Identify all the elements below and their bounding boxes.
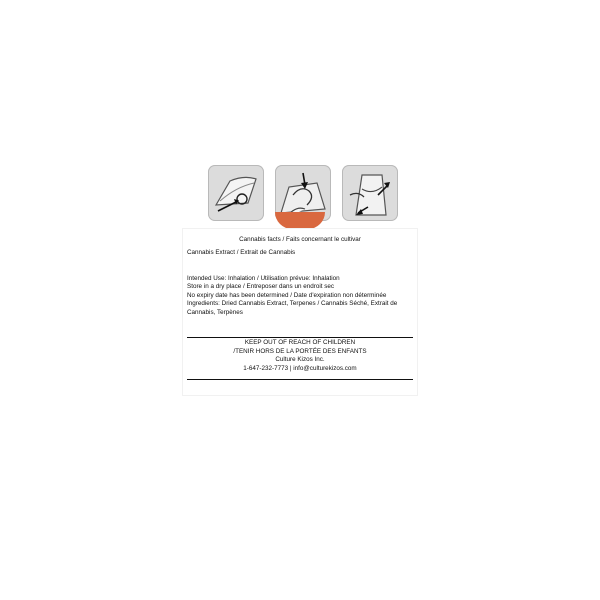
label-heading: Cannabis facts / Faits concernant le cultivar — [239, 236, 361, 243]
warning-line-fr: /TENIR HORS DE LA PORTÉE DES ENFANTS — [233, 347, 367, 355]
warning-line-en: KEEP OUT OF REACH OF CHILDREN — [244, 339, 356, 346]
divider-bottom — [187, 379, 413, 380]
extract-type: Cannabis Extract / Extrait de Cannabis — [187, 249, 296, 256]
divider-top — [187, 337, 413, 338]
warning-block — [183, 339, 417, 373]
info-line-ingredients: Ingredients: Dried Cannabis Extract, Terpenes / Cannabis Séché, Extrait de — [187, 300, 398, 308]
info-line-intended-use: Intended Use: Inhalation / Utilisation prévue: Inhalation — [187, 275, 340, 282]
info-line-expiry: No expiry date has been determined / Date d'expiration non déterminée — [187, 291, 387, 299]
info-line-ingredients-cont: Cannabis, Terpènes — [187, 308, 243, 316]
company-name: Culture Kizos Inc. — [275, 356, 325, 363]
label-info — [187, 275, 413, 317]
info-line-storage: Store in a dry place / Entreposer dans un endroit sec — [187, 283, 335, 291]
product-label — [183, 229, 417, 395]
contact-info: 1-647-232-7773 | info@culturekizos.com — [243, 364, 357, 372]
pinch-close-icon — [342, 165, 398, 221]
pull-tab-icon — [208, 165, 264, 221]
